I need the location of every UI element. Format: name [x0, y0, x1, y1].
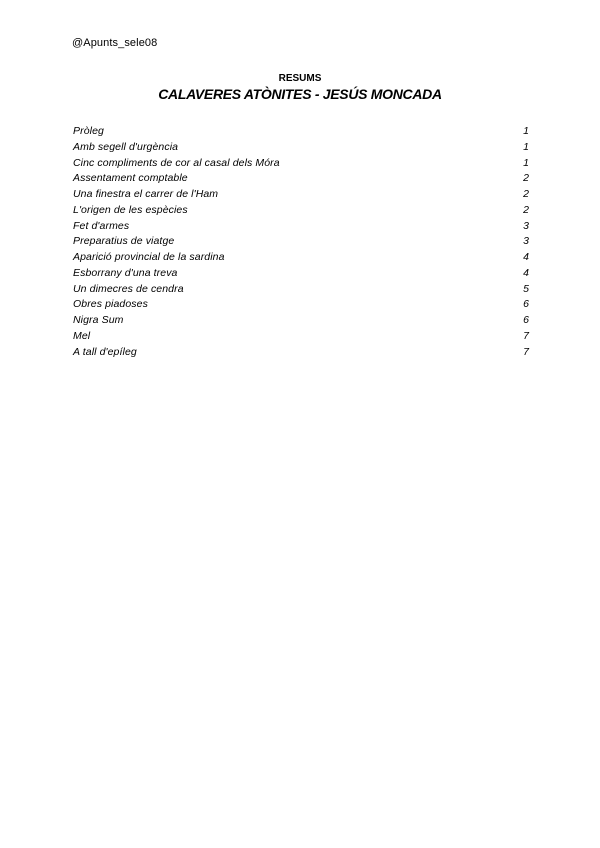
toc-entry-title: Obres piadoses [73, 298, 148, 311]
toc-entry-title: Fet d'armes [73, 219, 130, 232]
toc-entry [73, 250, 529, 266]
toc-entry [73, 140, 529, 156]
table-of-contents [73, 124, 529, 360]
toc-entry-page: 4 [523, 266, 529, 279]
toc-entry-title: Un dimecres de cendra [73, 282, 184, 295]
toc-entry-page: 2 [523, 172, 529, 185]
toc-entry [73, 203, 529, 219]
toc-entry-title: Aparició provincial de la sardina [73, 251, 225, 263]
toc-entry [73, 171, 529, 187]
toc-entry-page: 7 [523, 345, 529, 358]
toc-entry-page: 3 [523, 235, 529, 248]
toc-entry-title: Amb segell d'urgència [73, 140, 179, 153]
toc-entry [73, 124, 529, 140]
toc-entry-page: 6 [523, 314, 529, 326]
toc-entry-title: Assentament comptable [73, 172, 188, 185]
toc-entry [73, 266, 529, 282]
toc-entry-page: 1 [523, 125, 529, 137]
toc-entry [73, 282, 529, 298]
document-title: CALAVERES ATÒNITES - JESÚS MONCADA [158, 86, 442, 102]
toc-entry-title: Preparatius de viatge [73, 235, 175, 248]
toc-entry-page: 2 [523, 188, 529, 200]
toc-entry-title: Pròleg [73, 125, 104, 137]
toc-entry [73, 156, 529, 172]
toc-entry-page: 3 [523, 219, 529, 232]
toc-entry [73, 187, 529, 203]
toc-entry-title: Una finestra el carrer de l'Ham [73, 188, 219, 200]
document-heading [0, 72, 600, 103]
toc-entry-page: 6 [523, 298, 529, 311]
toc-entry-title: L'origen de les espècies [73, 203, 188, 216]
toc-entry-page: 2 [523, 203, 529, 216]
toc-entry [73, 345, 529, 361]
toc-entry-title: A tall d'epíleg [73, 345, 137, 358]
toc-entry [73, 313, 529, 329]
toc-entry-page: 1 [523, 140, 529, 153]
toc-entry-page: 1 [523, 156, 529, 169]
toc-entry-title: Esborrany d'una treva [73, 266, 178, 279]
toc-entry-page: 4 [523, 251, 529, 263]
toc-entry [73, 297, 529, 313]
author-tag: @Apunts_sele08 [72, 37, 158, 49]
toc-entry [73, 219, 529, 235]
toc-entry-page: 5 [523, 282, 529, 295]
toc-entry-title: Mel [73, 329, 91, 342]
toc-entry-title: Cinc compliments de cor al casal dels Móra [73, 156, 280, 169]
toc-entry-title: Nigra Sum [73, 314, 124, 326]
toc-entry [73, 329, 529, 345]
toc-entry-page: 7 [523, 329, 529, 342]
section-label: RESUMS [278, 73, 322, 84]
toc-entry [73, 234, 529, 250]
